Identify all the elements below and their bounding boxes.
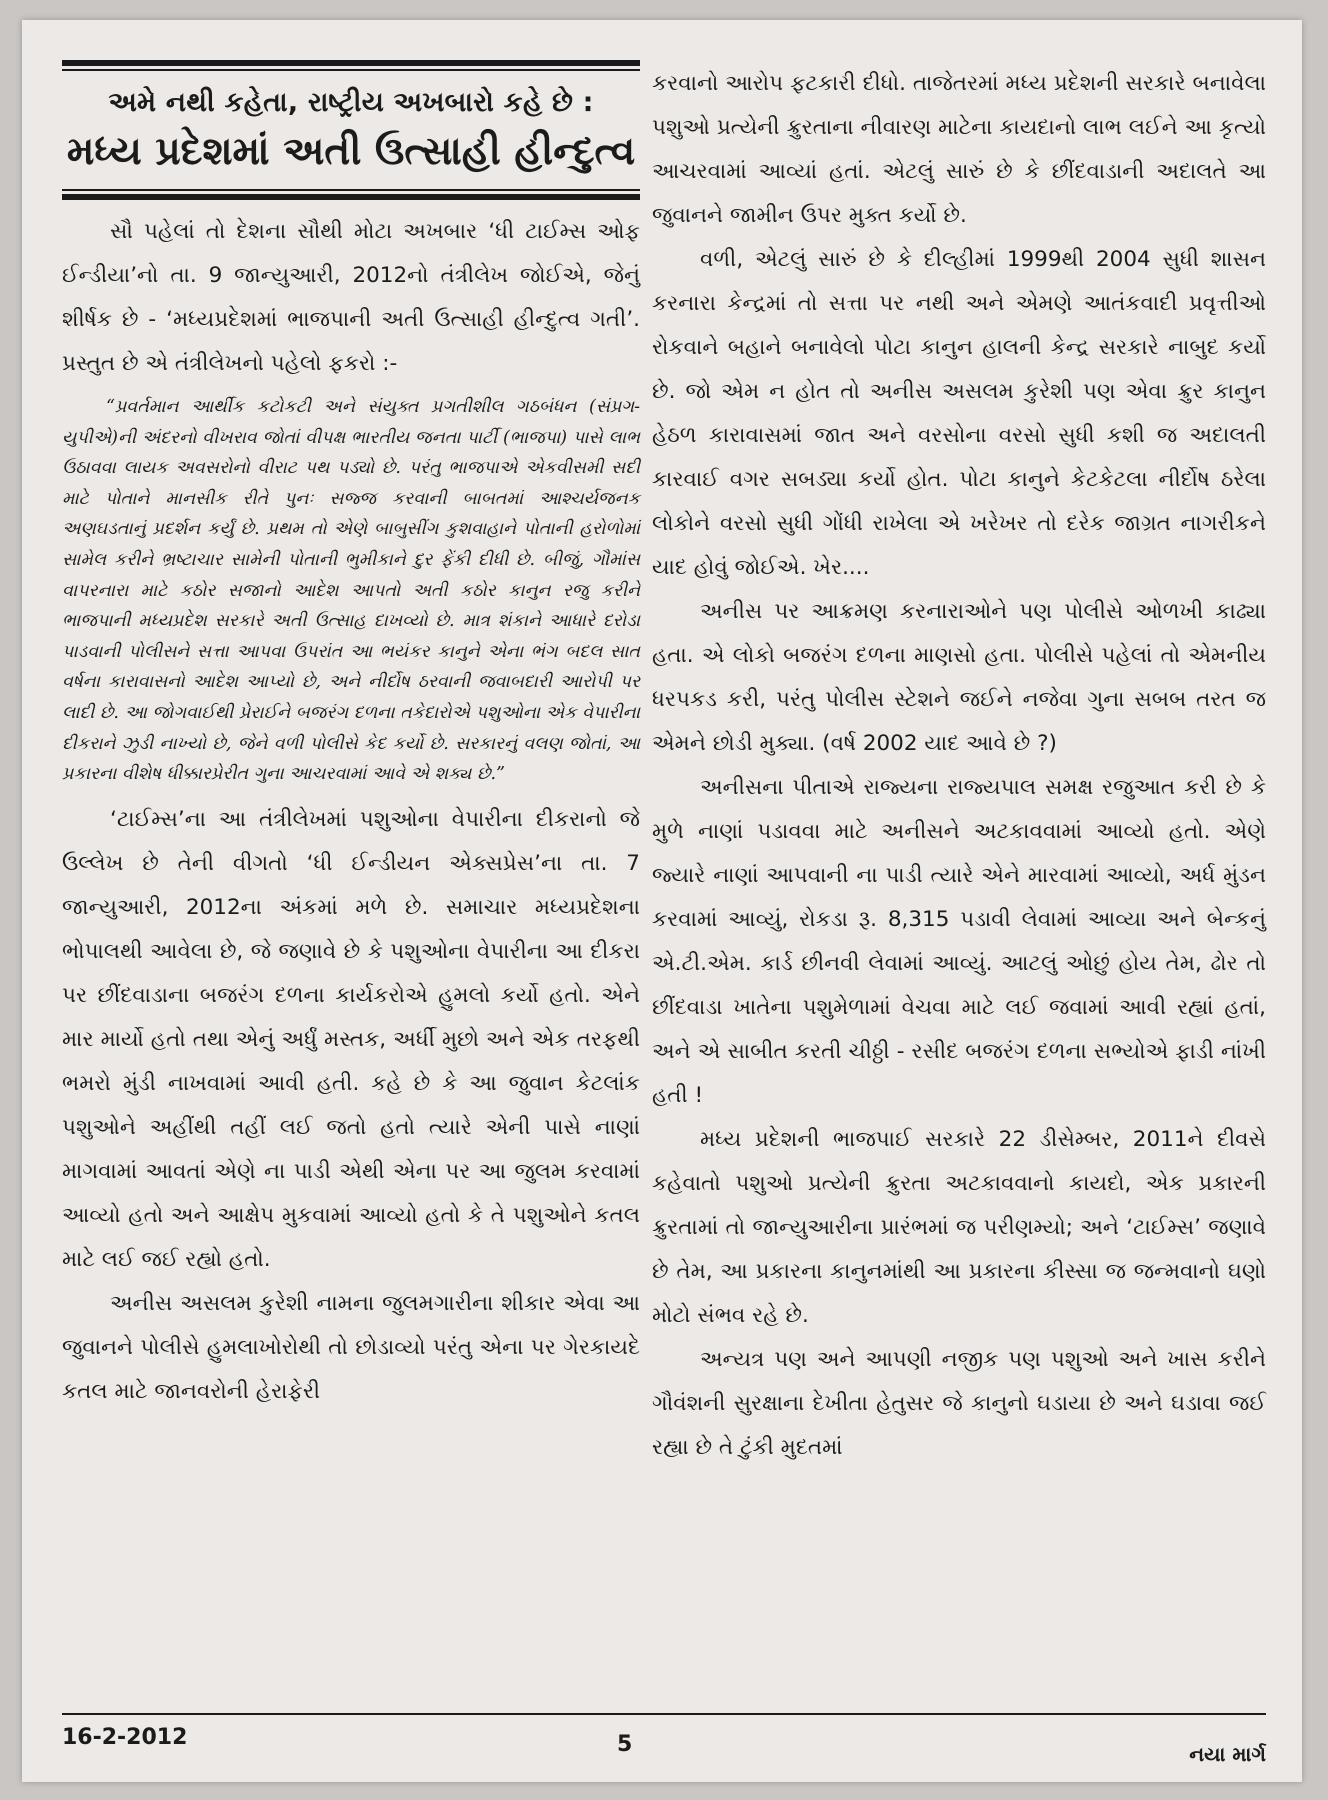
header-rule-bottom <box>62 194 640 200</box>
footer-date: 16-2-2012 <box>62 1725 188 1750</box>
paragraph: કરવાનો આરોપ ફટકારી દીધો. તાજેતરમાં મધ્ય પ્રદેશની સરકારે બનાવેલા પશુઓ પ્રત્યેની ક્રુરતાના નીવારણ માટેના કાયદાનો લાભ લઈને આ કૃત્યો આચરવામાં આવ્યાં હતાં. એટલું સારું છે કે છીંદવાડાની અદાલતે આ જુવાનને જામીન ઉપર મુક્ત કર્યો છે. <box>652 71 1266 228</box>
paragraph: સૌ પહેલાં તો દેશના સૌથી મોટા અખબાર ‘ધી ટાઈમ્સ ઓફ ઈન્ડીયા’નો તા. 9 જાન્યુઆરી, 2012નો તંત્રીલેખ જોઈએ, જેનું શીર્ષક છે - ‘મધ્યપ્રદેશમાં ભાજપાની અતી ઉત્સાહી હીન્દુત્વ ગતી’. પ્રસ્તુત છે એ તંત્રીલેખનો પહેલો ફકરો :- <box>62 219 640 376</box>
paragraph: વળી, એટલું સારું છે કે દીલ્હીમાં 1999થી 2004 સુધી શાસન કરનારા કેન્દ્રમાં તો સત્તા પર નથી અને એમણે આતંકવાદી પ્રવૃત્તીઓ રોકવાને બહાને બનાવેલો પોટા કાનુન હાલની કેન્દ્ર સરકારે નાબુદ કર્યો છે. જો એમ ન હોત તો અનીસ અસલમ કુરેશી પણ એવા ક્રુર કાનુન હેઠળ કારાવાસમાં જાત અને વરસોના વરસો સુધી કશી જ અદાલતી કારવાઈ વગર સબડ્યા કર્યો હોત. પોટા કાનુને કેટકેટલા નીર્દોષ ઠરેલા લોકોને વરસો સુધી ગોંધી રાખેલા એ ખરેખર તો દરેક જાગ્રત નાગરીકને યાદ હોવું જોઈએ. ખેર.... <box>652 247 1266 580</box>
paragraph: અનીસ અસલમ કુરેશી નામના જુલમગારીના શીકાર એવા આ જુવાનને પોલીસે હુમલાખોરોથી તો છોડાવ્યો પરંતુ એના પર ગેરકાયદે કતલ માટે જાનવરોની હેરાફેરી <box>62 1290 640 1404</box>
paragraph: અનીસ પર આક્રમણ કરનારાઓને પણ પોલીસે ઓળખી કાઢ્યા હતા. એ લોકો બજરંગ દળના માણસો હતા. પોલીસે પહેલાં તો એમનીય ધરપકડ કરી, પરંતુ પોલીસ સ્ટેશને જઈને નજેવા ગુના સબબ તરત જ એમને છોડી મુક્યા. (વર્ષ 2002 યાદ આવે છે ?) <box>652 599 1266 756</box>
article-kicker: અમે નથી કહેતા, રાષ્ટ્રીય અખબારો કહે છે : <box>108 87 594 118</box>
article-headline: મધ્ય પ્રદેશમાં અતી ઉત્સાહી હીન્દુત્વ <box>66 129 636 174</box>
page-number: 5 <box>617 1732 633 1757</box>
header-rule-bottom-thin <box>62 189 640 191</box>
paragraph: ‘ટાઈમ્સ’ના આ તંત્રીલેખમાં પશુઓના વેપારીના દીકરાનો જે ઉલ્લેખ છે તેની વીગતો ‘ધી ઈન્ડીયન એક્સપ્રેસ’ના તા. 7 જાન્યુઆરી, 2012ના અંકમાં મળે છે. સમાચાર મધ્યપ્રદેશના ભોપાલથી આવેલા છે, જે જણાવે છે કે પશુઓના વેપારીના આ દીકરા પર છીંદવાડાના બજરંગ દળના કાર્યકરોએ હુમલો કર્યો હતો. એને માર માર્યો હતો તથા એનું અર્ધું મસ્તક, અર્ધી મુછો અને એક તરફથી ભમરો મુંડી નાખવામાં આવી હતી. કહે છે કે આ જુવાન કેટલાંક પશુઓને અહીંથી તહીં લઈ જતો હતો ત્યારે એની પાસે નાણાં માગવામાં આવતાં એણે ના પાડી એથી એના પર આ જુલમ કરવામાં આવ્યો હતો અને આક્ષેપ મુકવામાં આવ્યો હતો કે તે પશુઓને કતલ માટે લઈ જઈ રહ્યો હતો. <box>62 806 640 1272</box>
header-rule-top-thin <box>62 69 640 71</box>
right-column <box>652 62 1266 1470</box>
paragraph: મધ્ય પ્રદેશની ભાજપાઈ સરકારે 22 ડીસેમ્બર, 2011ને દીવસે કહેવાતો પશુઓ પ્રત્યેની ક્રુરતા અટકાવવાનો કાયદો, એક પ્રકારની ક્રુરતામાં તો જાન્યુઆરીના પ્રારંભમાં જ પરીણમ્યો; અને ‘ટાઈમ્સ’ જણાવે છે તેમ, આ પ્રકારના કાનુનમાંથી આ પ્રકારના કીસ્સા જ જન્મવાનો ઘણો મોટો સંભવ રહે છે. <box>652 1127 1266 1328</box>
footer-rule <box>62 1713 1266 1715</box>
newspaper-page <box>22 20 1302 1782</box>
header-rule-top <box>62 60 640 66</box>
left-column <box>62 60 640 1414</box>
paragraph: અન્યત્ર પણ અને આપણી નજીક પણ પશુઓ અને ખાસ કરીને ગૌવંશની સુરક્ષાના દેખીતા હેતુસર જે કાનુનો ઘડાયા છે અને ઘડાવા જઈ રહ્યા છે તે ટુંકી મુદતમાં <box>652 1347 1266 1460</box>
editorial-quote: “પ્રવર્તમાન આર્થીક કટોકટી અને સંયુક્ત પ્રગતીશીલ ગઠબંધન (સંપ્રગ-યુપીએ)ની અંદરનો વીખરાવ જોતાં વીપક્ષ ભારતીય જનતા પાર્ટી (ભાજપા) પાસે લાભ ઉઠાવવા લાયક અવસરોનો વીરાટ પથ પડ્યો છે. પરંતુ ભાજપાએ એકવીસમી સદી માટે પોતાને માનસીક રીતે પુનઃ સજ્જ કરવાની બાબતમાં આશ્ચર્યજનક અણઘડતાનું પ્રદર્શન કર્યું છે. પ્રથમ તો એણે બાબુસીંગ કુશવાહાને પોતાની હરોળોમાં સામેલ કરીને ભ્રષ્ટાચાર સામેની પોતાની ભુમીકાને દુર ફેંકી દીધી છે. બીજું, ગૌમાંસ વાપરનારા માટે કઠોર સજાનો આદેશ આપતો અતી કઠોર કાનુન રજુ કરીને ભાજપાની મધ્યપ્રદેશ સરકારે અતી ઉત્સાહ દાખવ્યો છે. માત્ર શંકાને આધારે દરોડા પાડવાની પોલીસને સત્તા આપવા ઉપરાંત આ ભયંકર કાનુને એના ભંગ બદલ સાત વર્ષના કારાવાસનો આદેશ આપ્યો છે, અને નીર્દોષ ઠરવાની જવાબદારી આરોપી પર લાદી છે. આ જોગવાઈથી પ્રેરાઈને બજરંગ દળના તકેદારોએ પશુઓના એક વેપારીના દીકરાને ઝુડી નાખ્યો છે, જેને વળી પોલીસે કેદ કર્યો છે. સરકારનું વલણ જોતાં, આ પ્રકારના વીશેષ ધીક્કારપ્રેરીત ગુના આચરવામાં આવે એ શક્ય છે.” <box>62 397 640 785</box>
magazine-name: નયા માર્ગ <box>1189 1742 1266 1766</box>
left-column-body <box>62 210 640 1414</box>
paragraph: અનીસના પીતાએ રાજ્યના રાજ્યપાલ સમક્ષ રજુઆત કરી છે કે મુળે નાણાં પડાવવા માટે અનીસને અટકાવવામાં આવ્યો હતો. એણે જ્યારે નાણાં આપવાની ના પાડી ત્યારે એને મારવામાં આવ્યો, અર્ધ મુંડન કરવામાં આવ્યું, રોકડા રૂ. 8,315 પડાવી લેવામાં આવ્યા અને બેન્કનું એ.ટી.એમ. કાર્ડ છીનવી લેવામાં આવ્યું. આટલું ઓછું હોય તેમ, ઢોર તો છીંદવાડા ખાતેના પશુમેળામાં વેચવા માટે લઈ જવામાં આવી રહ્યાં હતાં, અને એ સાબીત કરતી ચીઠ્ઠી - રસીદ બજરંગ દળના સભ્યોએ ફાડી નાંખી હતી ! <box>652 775 1266 1108</box>
